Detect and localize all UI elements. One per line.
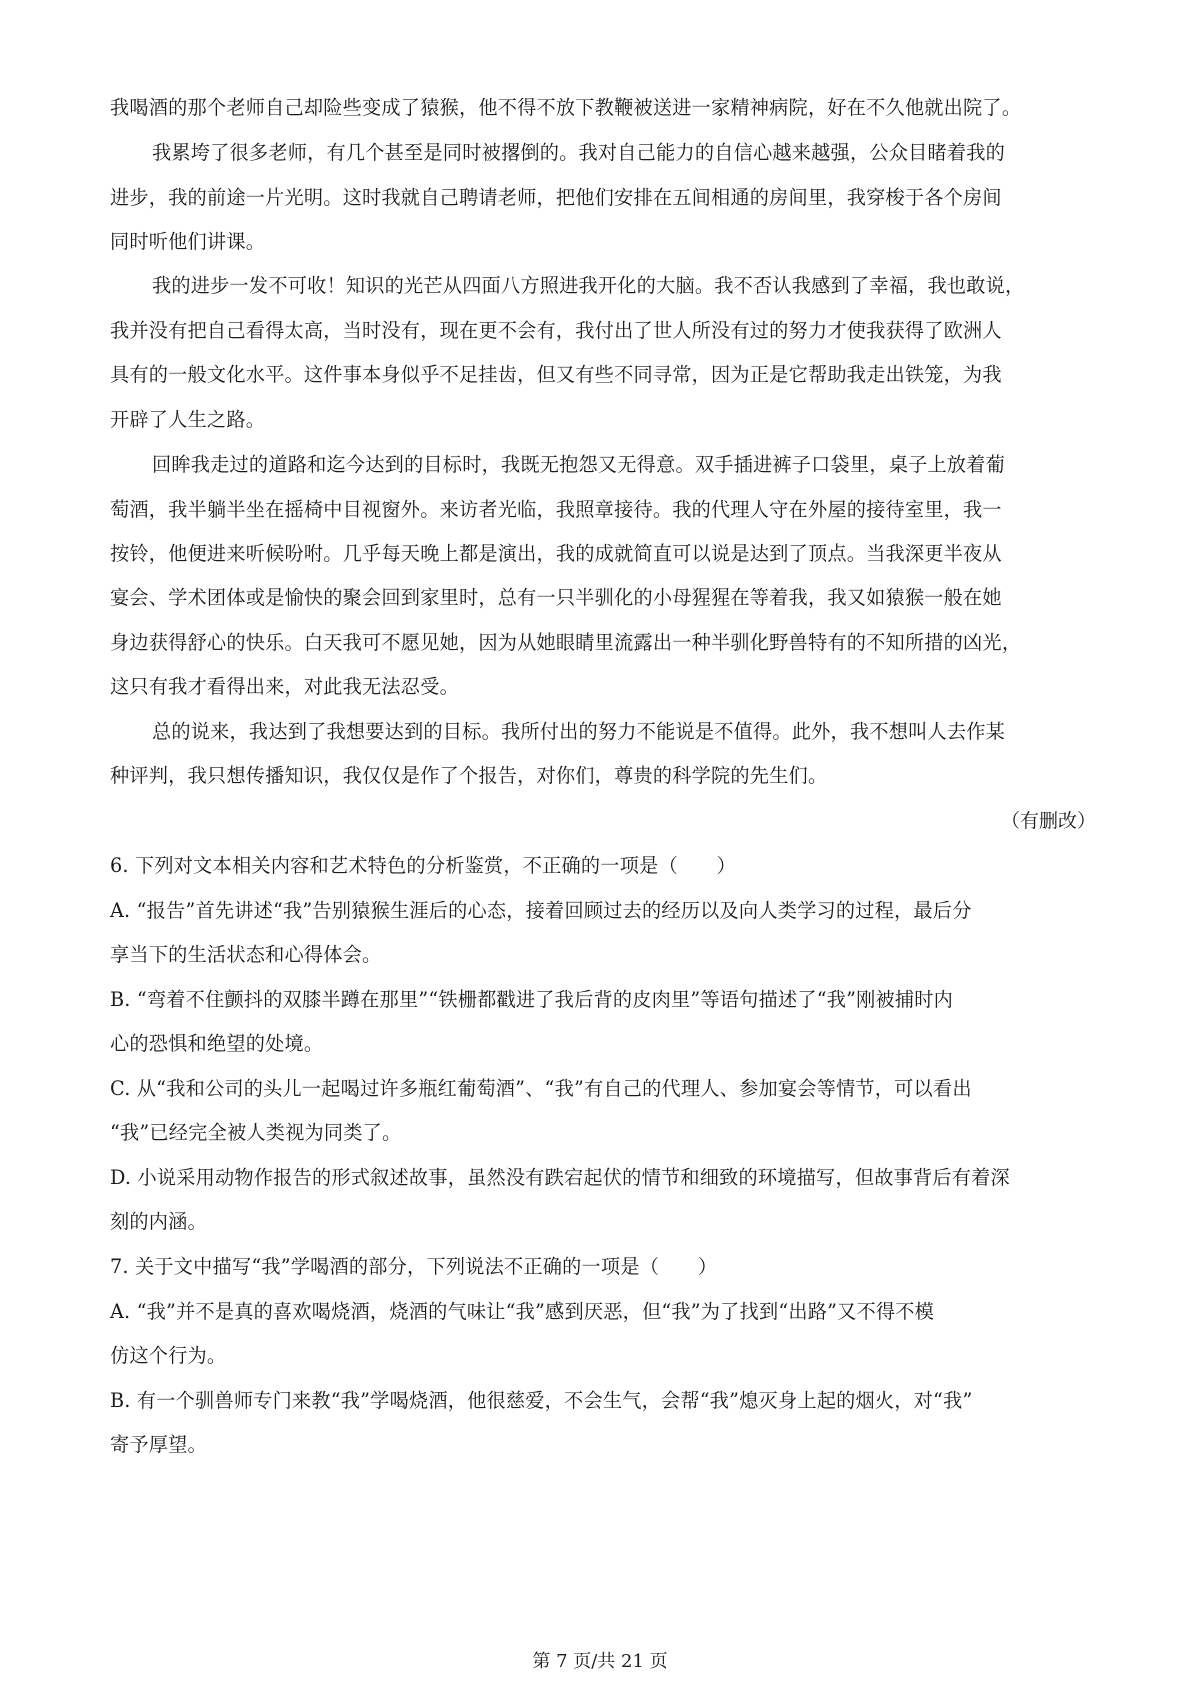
question-6-option-a: A. “报告”首先讲述“我”告别猿猴生涯后的心态，接着回顾过去的经历以及向人类学习的过程，最后分 xyxy=(110,899,972,922)
question-6-option-b-cont: 心的恐惧和绝望的处境。 xyxy=(110,1032,324,1055)
question-6-option-b: B. “弯着不住颤抖的双膝半蹲在那里”“铁栅都戳进了我后背的皮肉里”等语句描述了“我”刚被捕时内 xyxy=(110,988,954,1011)
passage-line: 我累垮了很多老师，有几个甚至是同时被撂倒的。我对自己能力的自信心越来越强，公众目睹着我的 xyxy=(152,141,1006,164)
passage-line: 具有的一般文化水平。这件事本身似乎不足挂齿，但又有些不同寻常，因为正是它帮助我走出铁笼，为我 xyxy=(110,363,1002,386)
passage-line: 这只有我才看得出来，对此我无法忍受。 xyxy=(110,675,459,698)
passage-line: 我的进步一发不可收！知识的光芒从四面八方照进我开化的大脑。我不否认我感到了幸福，我也敢说， xyxy=(152,274,1025,297)
passage-line: 我喝酒的那个老师自己却险些变成了猿猴，他不得不放下教鞭被送进一家精神病院，好在不久他就出院了。 xyxy=(110,96,1022,119)
passage-line: 总的说来，我达到了我想要达到的目标。我所付出的努力不能说是不值得。此外，我不想叫人去作某 xyxy=(152,720,1006,743)
passage-line: 宴会、学术团体或是愉快的聚会回到家里时，总有一只半驯化的小母猩猩在等着我，我又如猿猴一般在她 xyxy=(110,586,1002,609)
question-7-stem: 7. 关于文中描写“我”学喝酒的部分，下列说法不正确的一项是（ ） xyxy=(110,1255,718,1278)
question-7-option-b-cont: 寄予厚望。 xyxy=(110,1433,207,1456)
passage-line: 萄酒，我半躺半坐在摇椅中目视窗外。来访者光临，我照章接待。我的代理人守在外屋的接待室里，我一 xyxy=(110,498,1002,521)
page-number: 第 7 页/共 21 页 xyxy=(532,1651,668,1672)
source-note: （有删改） xyxy=(1000,810,1096,832)
question-6-option-c: C. 从“我和公司的头儿一起喝过许多瓶红葡萄酒”、“我”有自己的代理人、参加宴会等情节，可以看出 xyxy=(110,1077,972,1100)
question-7-option-b: B. 有一个驯兽师专门来教“我”学喝烧酒，他很慈爱，不会生气，会帮“我”熄灭身上起的烟火，对“我” xyxy=(110,1389,973,1412)
passage-line: 进步，我的前途一片光明。这时我就自己聘请老师，把他们安排在五间相通的房间里，我穿梭于各个房间 xyxy=(110,186,1002,209)
question-6-option-d-cont: 刻的内涵。 xyxy=(110,1210,207,1233)
passage-line: 身边获得舒心的快乐。白天我可不愿见她，因为从她眼睛里流露出一种半驯化野兽特有的不知所措的凶光， xyxy=(110,631,1022,654)
question-7-option-a-cont: 仿这个行为。 xyxy=(110,1344,227,1367)
passage-line: 同时听他们讲课。 xyxy=(110,230,266,253)
passage-line: 种评判，我只想传播知识，我仅仅是作了个报告，对你们，尊贵的科学院的先生们。 xyxy=(110,764,828,787)
question-6-stem: 6. 下列对文本相关内容和艺术特色的分析鉴赏，不正确的一项是（ ） xyxy=(110,854,737,877)
question-6-option-d: D. 小说采用动物作报告的形式叙述故事，虽然没有跌宕起伏的情节和细致的环境描写，但故事背后有着深 xyxy=(110,1166,1010,1189)
passage-line: 回眸我走过的道路和迄今达到的目标时，我既无抱怨又无得意。双手插进裤子口袋里，桌子上放着葡 xyxy=(152,453,1006,476)
question-7-option-a: A. “我”并不是真的喜欢喝烧酒，烧酒的气味让“我”感到厌恶，但“我”为了找到“出路”又不得不模 xyxy=(110,1300,935,1323)
passage-line: 开辟了人生之路。 xyxy=(110,408,266,431)
question-6-option-a-cont: 享当下的生活状态和心得体会。 xyxy=(110,943,382,966)
passage-line: 我并没有把自己看得太高，当时没有，现在更不会有，我付出了世人所没有过的努力才使我获得了欧洲人 xyxy=(110,319,1002,342)
passage-line: 按铃，他便进来听候吩咐。几乎每天晚上都是演出，我的成就简直可以说是达到了顶点。当我深更半夜从 xyxy=(110,542,1002,565)
question-6-option-c-cont: “我”已经完全被人类视为同类了。 xyxy=(110,1121,402,1144)
